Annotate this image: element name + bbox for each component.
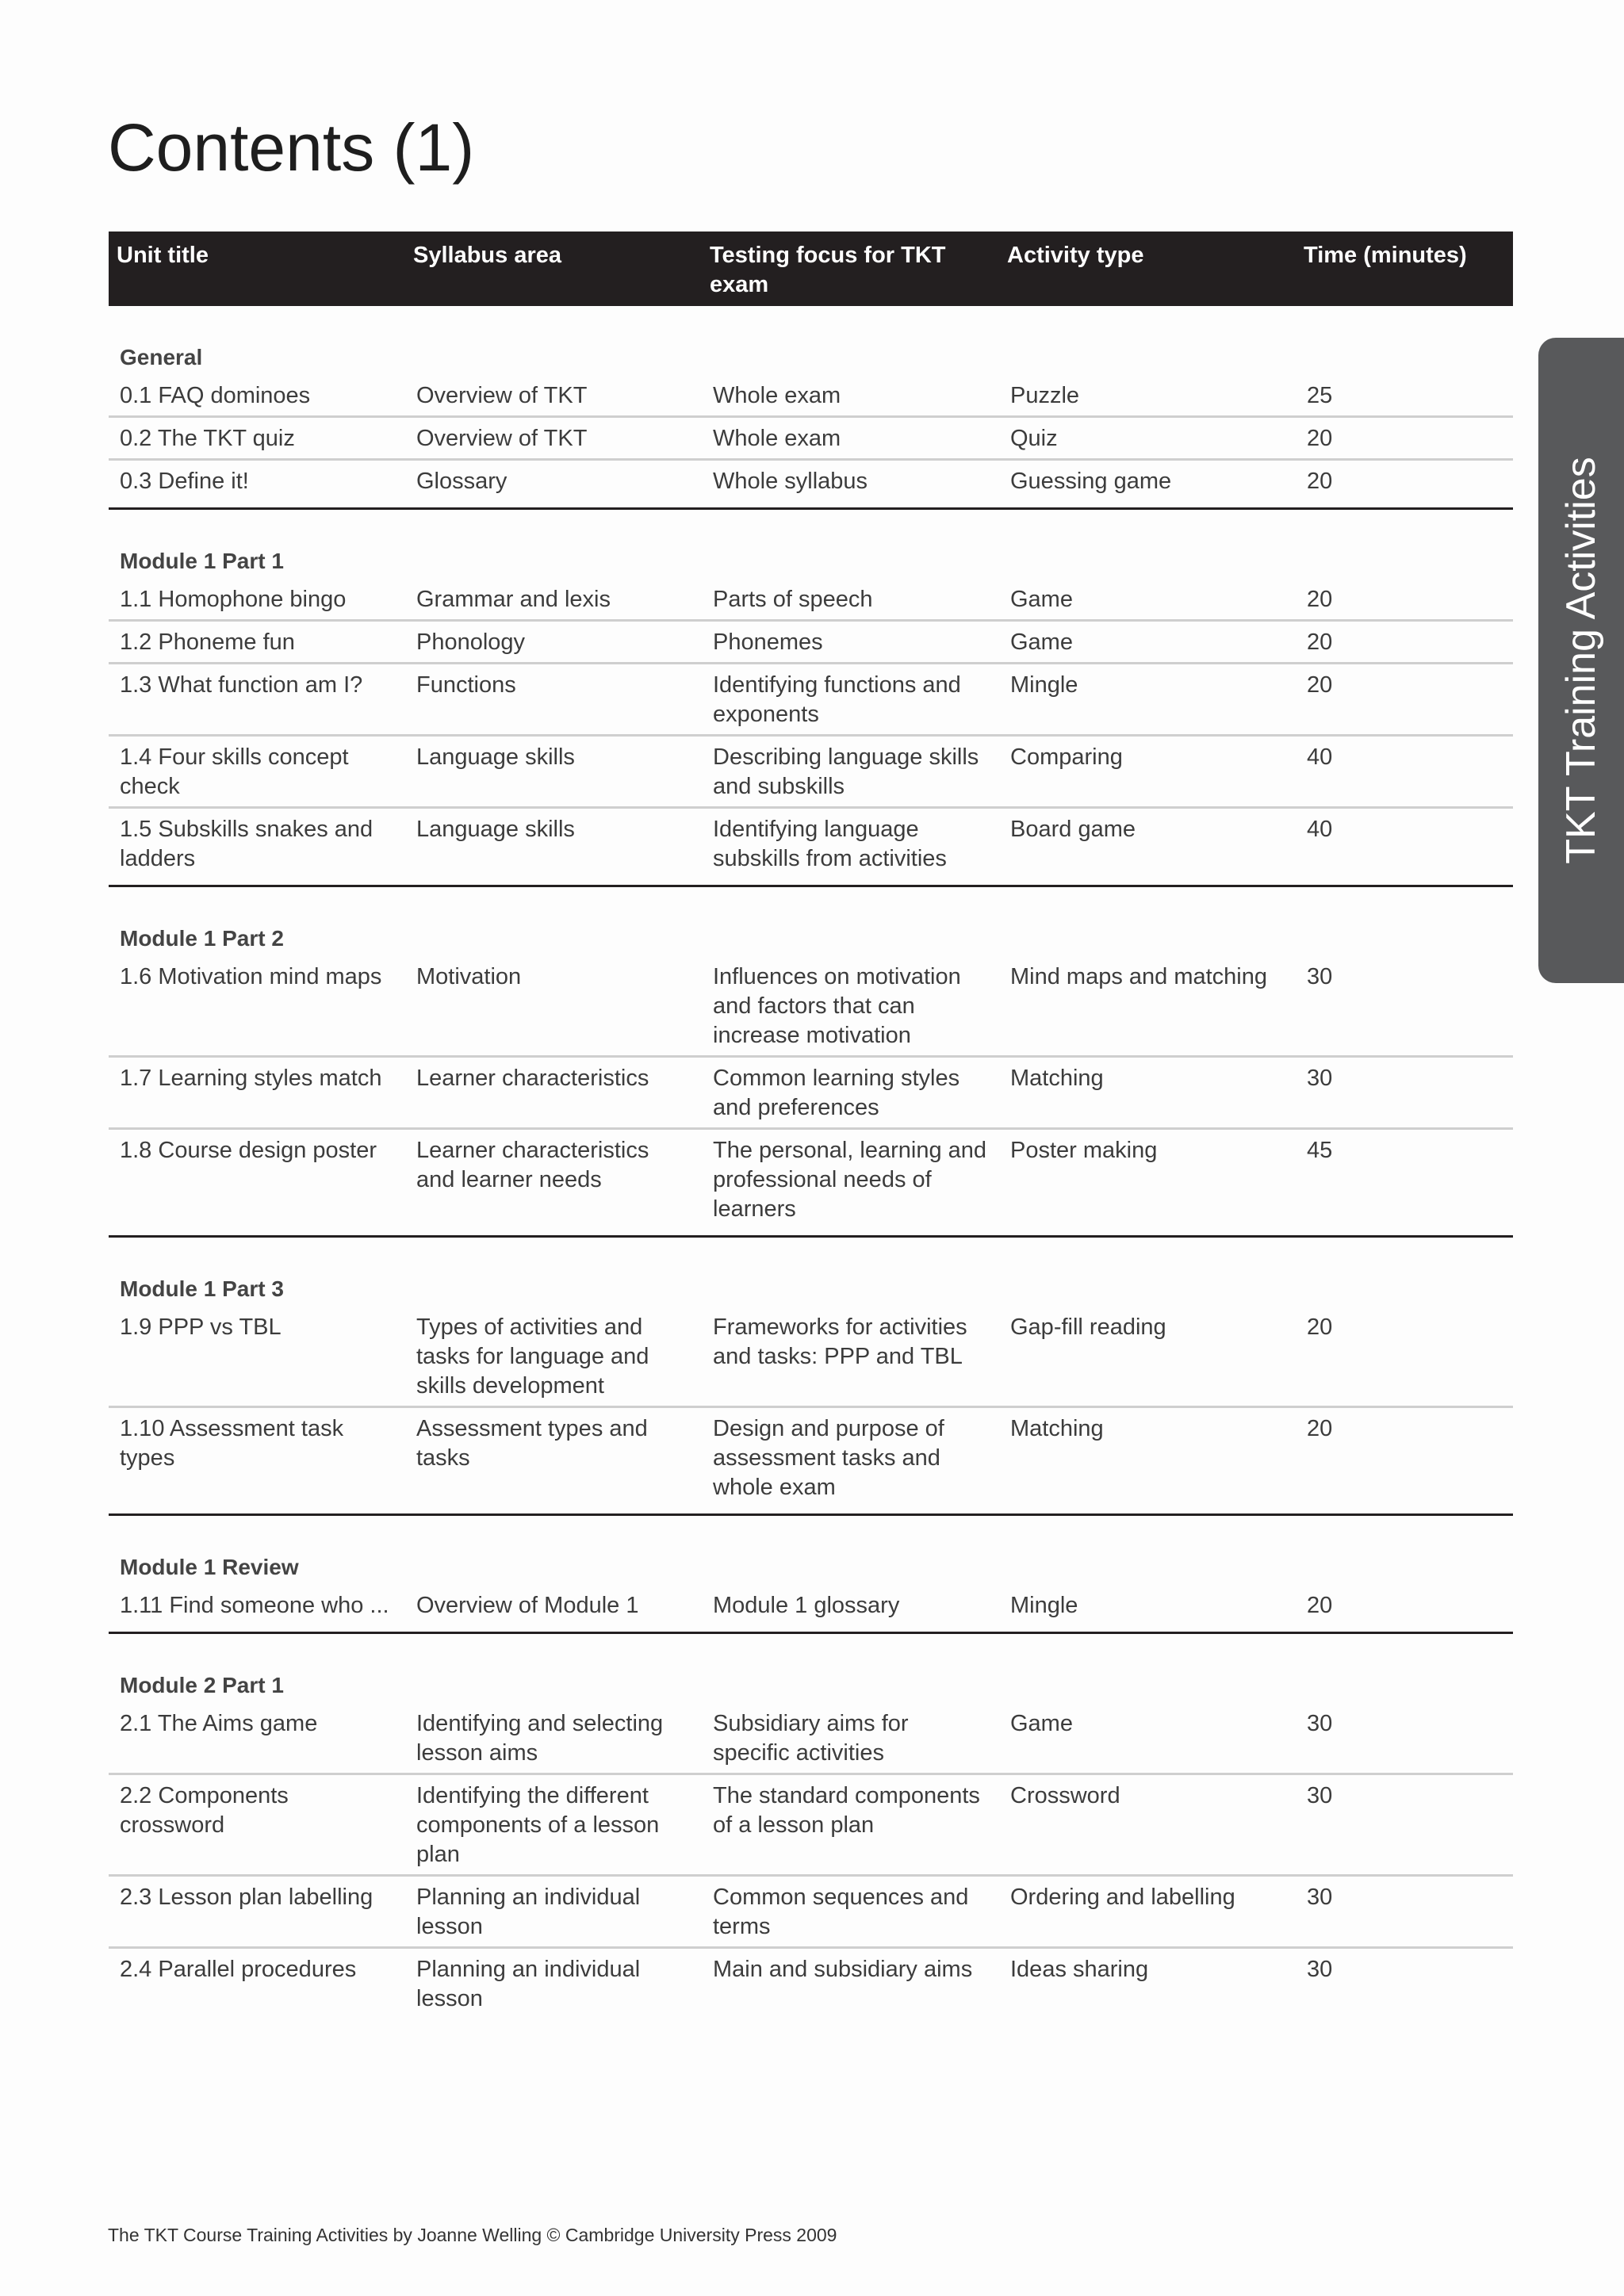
testing-focus-cell: Common sequences and terms [702, 1876, 999, 1948]
testing-focus-cell: Whole exam [702, 375, 999, 417]
testing-focus-cell: Common learning styles and preferences [702, 1057, 999, 1129]
table-row [109, 1307, 1513, 1407]
activity-type-cell: Crossword [999, 1774, 1296, 1876]
unit-title-cell: 1.1 Homophone bingo [109, 579, 405, 621]
section-title: Module 1 Part 1 [120, 549, 284, 573]
table-row [109, 1876, 1513, 1948]
syllabus-area-cell: Planning an individual lesson [416, 1957, 641, 2011]
syllabus-area-cell: Planning an individual lesson [405, 1876, 702, 1948]
activity-type-cell: Matching [999, 1407, 1296, 1515]
section-heading-row [109, 306, 1513, 375]
time-cell: 20 [1296, 621, 1513, 664]
header-activity-type: Activity type [999, 232, 1296, 306]
unit-title-cell: 1.9 PPP vs TBL [109, 1307, 405, 1407]
contents-table [109, 232, 1513, 2019]
time-cell: 20 [1296, 579, 1513, 621]
section-title: Module 1 Review [120, 1555, 299, 1579]
activity-type-cell: Game [999, 621, 1296, 664]
testing-focus-cell: Influences on motivation and factors that can increase motivation [702, 956, 999, 1057]
unit-title-cell: 1.6 Motivation mind maps [109, 956, 405, 1057]
section-heading-row [109, 1237, 1513, 1307]
activity-type-cell: Ordering and labelling [999, 1876, 1296, 1948]
table-row [109, 1057, 1513, 1129]
time-cell: 25 [1296, 375, 1513, 417]
syllabus-area-cell: Identifying the different components of a lesson plan [405, 1774, 702, 1876]
table-row [109, 1585, 1513, 1633]
time-cell: 30 [1296, 956, 1513, 1057]
testing-focus-cell: Module 1 glossary [702, 1585, 999, 1633]
activity-type-cell: Game [999, 579, 1296, 621]
testing-focus-cell: Identifying functions and exponents [702, 664, 999, 736]
table-row [109, 1703, 1513, 1774]
table-row [109, 417, 1513, 460]
unit-title-cell: 1.11 Find someone who ... [109, 1585, 405, 1633]
table-row [109, 664, 1513, 736]
syllabus-area-cell: Grammar and lexis [405, 579, 702, 621]
syllabus-area-cell: Overview of TKT [405, 417, 702, 460]
testing-focus-cell: Design and purpose of assessment tasks and whole exam [702, 1407, 999, 1515]
testing-focus-cell: Whole exam [702, 417, 999, 460]
section-heading-row [109, 886, 1513, 957]
section-title: Module 2 Part 1 [120, 1673, 284, 1697]
header-syllabus-area: Syllabus area [405, 232, 702, 306]
table-row [109, 1948, 1513, 2019]
section-heading-row [109, 509, 1513, 580]
activity-type-cell: Ideas sharing [1010, 1957, 1149, 1982]
syllabus-area-cell: Identifying and selecting lesson aims [405, 1703, 702, 1774]
time-cell: 30 [1296, 1057, 1513, 1129]
activity-type-cell: Quiz [999, 417, 1296, 460]
syllabus-area-cell: Phonology [405, 621, 702, 664]
activity-type-cell: Mingle [999, 664, 1296, 736]
testing-focus-cell: Describing language skills and subskills [702, 736, 999, 808]
activity-type-cell: Matching [999, 1057, 1296, 1129]
activity-type-cell: Comparing [999, 736, 1296, 808]
unit-title-cell: 1.7 Learning styles match [109, 1057, 405, 1129]
time-cell: 20 [1296, 460, 1513, 509]
table-row [109, 579, 1513, 621]
section-title: Module 1 Part 3 [120, 1276, 284, 1301]
unit-title-cell: 1.8 Course design poster [109, 1129, 405, 1237]
activity-type-cell: Mind maps and matching [999, 956, 1296, 1057]
syllabus-area-cell: Language skills [405, 808, 702, 886]
unit-title-cell: 0.3 Define it! [109, 460, 405, 509]
syllabus-area-cell: Motivation [405, 956, 702, 1057]
unit-title-cell: 1.2 Phoneme fun [109, 621, 405, 664]
unit-title-cell: 2.4 Parallel procedures [120, 1957, 357, 1982]
testing-focus-cell: Main and subsidiary aims [713, 1957, 973, 1982]
unit-title-cell: 0.2 The TKT quiz [109, 417, 405, 460]
testing-focus-cell: Subsidiary aims for specific activities [702, 1703, 999, 1774]
table-row [109, 808, 1513, 886]
unit-title-cell: 2.1 The Aims game [109, 1703, 405, 1774]
testing-focus-cell: Identifying language subskills from activities [702, 808, 999, 886]
testing-focus-cell: The personal, learning and professional needs of learners [702, 1129, 999, 1237]
time-cell: 20 [1296, 664, 1513, 736]
section-heading-row [109, 1515, 1513, 1586]
testing-focus-cell: Parts of speech [702, 579, 999, 621]
header-time: Time (minutes) [1296, 232, 1513, 306]
table-row [109, 621, 1513, 664]
activity-type-cell: Mingle [999, 1585, 1296, 1633]
syllabus-area-cell: Assessment types and tasks [405, 1407, 702, 1515]
time-cell: 20 [1296, 417, 1513, 460]
activity-type-cell: Game [999, 1703, 1296, 1774]
header-row [109, 232, 1513, 306]
activity-type-cell: Guessing game [999, 460, 1296, 509]
section-title: Module 1 Part 2 [120, 926, 284, 951]
testing-focus-cell: Phonemes [702, 621, 999, 664]
syllabus-area-cell: Functions [405, 664, 702, 736]
unit-title-cell: 1.3 What function am I? [109, 664, 405, 736]
time-cell: 40 [1296, 736, 1513, 808]
table-body [109, 306, 1513, 2019]
unit-title-cell: 2.3 Lesson plan labelling [109, 1876, 405, 1948]
activity-type-cell: Puzzle [999, 375, 1296, 417]
table-row [109, 956, 1513, 1057]
table-row [109, 1129, 1513, 1237]
syllabus-area-cell: Language skills [405, 736, 702, 808]
time-cell: 45 [1296, 1129, 1513, 1237]
time-cell: 40 [1296, 808, 1513, 886]
syllabus-area-cell: Overview of TKT [405, 375, 702, 417]
testing-focus-cell: Frameworks for activities and tasks: PPP and TBL [702, 1307, 999, 1407]
activity-type-cell: Poster making [999, 1129, 1296, 1237]
table-row [109, 1407, 1513, 1515]
table-row [109, 736, 1513, 808]
unit-title-cell: 2.2 Components crossword [109, 1774, 405, 1876]
footer-copyright: The TKT Course Training Activities by Joanne Welling © Cambridge University Press 2009 [108, 2225, 837, 2245]
time-cell: 20 [1296, 1307, 1513, 1407]
unit-title-cell: 1.10 Assessment task types [109, 1407, 405, 1515]
unit-title-cell: 0.1 FAQ dominoes [109, 375, 405, 417]
time-cell: 30 [1296, 1703, 1513, 1774]
syllabus-area-cell: Glossary [405, 460, 702, 509]
syllabus-area-cell: Types of activities and tasks for language and skills development [405, 1307, 702, 1407]
testing-focus-cell: The standard components of a lesson plan [702, 1774, 999, 1876]
time-cell: 20 [1296, 1407, 1513, 1515]
syllabus-area-cell: Learner characteristics and learner needs [405, 1129, 702, 1237]
section-heading-row [109, 1633, 1513, 1704]
header-unit-title: Unit title [109, 232, 405, 306]
time-cell: 30 [1296, 1876, 1513, 1948]
header-testing-focus: Testing focus for TKT exam [702, 232, 999, 306]
activity-type-cell: Gap-fill reading [999, 1307, 1296, 1407]
table-row [109, 1774, 1513, 1876]
time-cell: 30 [1307, 1957, 1333, 1982]
unit-title-cell: 1.5 Subskills snakes and ladders [109, 808, 405, 886]
page-title: Contents (1) [108, 110, 475, 185]
testing-focus-cell: Whole syllabus [702, 460, 999, 509]
unit-title-cell: 1.4 Four skills concept check [109, 736, 405, 808]
time-cell: 30 [1296, 1774, 1513, 1876]
syllabus-area-cell: Learner characteristics [405, 1057, 702, 1129]
table-row [109, 375, 1513, 417]
side-tab-label: TKT Training Activities [1558, 457, 1604, 864]
table-row [109, 460, 1513, 509]
time-cell: 20 [1296, 1585, 1513, 1633]
syllabus-area-cell: Overview of Module 1 [405, 1585, 702, 1633]
section-title: General [120, 345, 203, 369]
activity-type-cell: Board game [999, 808, 1296, 886]
